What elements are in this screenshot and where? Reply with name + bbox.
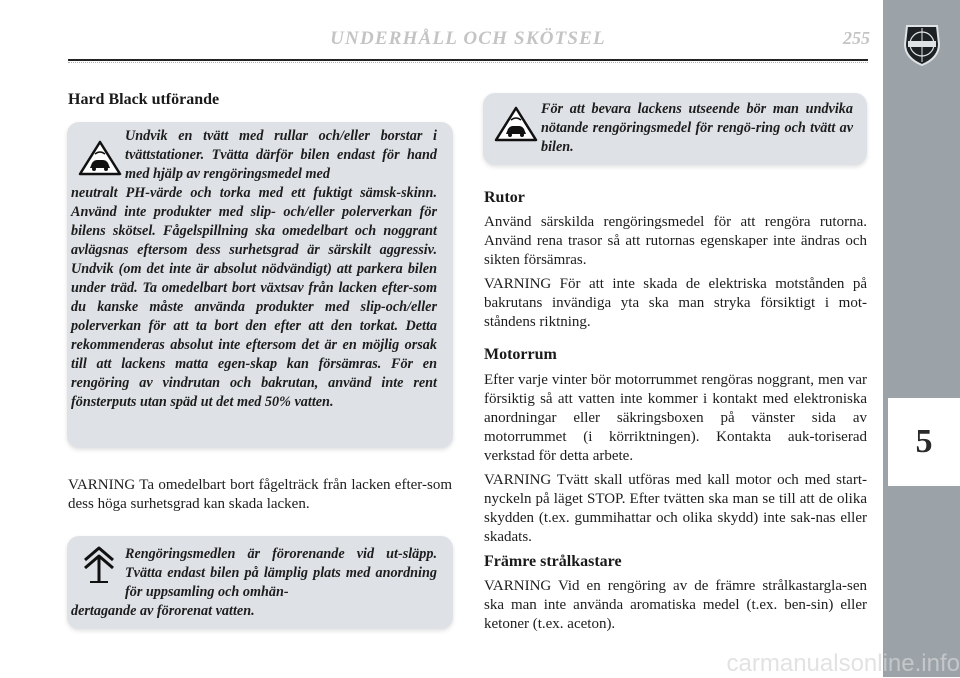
rutor-paragraph-2: VARNING För att inte skada de elektriska motstånden på bakrutans invändiga yta ska man stryka försiktigt i mot-ståndens riktning.: [484, 276, 867, 330]
warning-text-indented: Undvik en tvätt med rullar och/eller borstar i tvättstationer. Tvätta därför bilen endast för hand med hjälp av rengöringsmedel med: [125, 128, 437, 182]
varning-paragraph-bird-droppings: VARNING Ta omedelbart bort fågelträck från lacken efter-som dess höga surhetsgrad kan skada lacken.: [68, 477, 452, 512]
motorrum-body: [484, 371, 867, 547]
warning-box-text: [71, 127, 437, 412]
chapter-number: 5: [888, 398, 960, 486]
warning-box-abrasive-text: För att bevara lackens utseende bör man undvika nötande rengöringsmedel för rengö-ring och tvätt av bilen.: [541, 101, 853, 155]
section-heading-framre-stralkastare: Främre strålkastare: [484, 553, 622, 570]
rutor-paragraph-1: Använd särskilda rengöringsmedel för att rengöra rutorna. Använd rena trasor så att rutornas egenskaper inte ändras och sikten försämras.: [484, 214, 867, 268]
section-heading-motorrum: Motorrum: [484, 346, 557, 363]
section-heading-rutor: Rutor: [484, 189, 525, 206]
environment-text-full: dertagande av förorenat vatten.: [71, 603, 255, 619]
lancia-logo-icon: [899, 22, 945, 68]
framre-stralkastare-paragraph-1: VARNING Vid en rengöring av de främre strålkastargla-sen ska man inte använda aromatiska medel (t.ex. ben-sin) eller ketoner (t.ex. aceton).: [484, 578, 867, 632]
environment-box-text: [71, 545, 437, 621]
header-rule: [68, 59, 868, 61]
watermark-text: carmanualsonline.info: [726, 650, 960, 677]
page-header-title: UNDERHÅLL OCH SKÖTSEL: [330, 28, 606, 49]
rutor-body: [484, 213, 867, 332]
car-wash-warning-icon: [494, 106, 538, 142]
header-dotted-rule: [68, 62, 868, 63]
chapter-side-tab: [883, 0, 960, 677]
section-heading-hard-black: Hard Black utförande: [68, 91, 220, 108]
motorrum-paragraph-2: VARNING Tvätt skall utföras med kall motor och med start-nyckeln på läget STOP. Efter tvätten ska man se till att de olika skydden (t.ex. gummihattar och olika skydd) inte sak-nas eller skadats.: [484, 472, 867, 545]
framre-stralkastare-body: [484, 577, 867, 634]
page-number: 255: [843, 28, 870, 48]
environment-text-indented: Rengöringsmedlen är förorenande vid ut-släpp. Tvätta endast bilen på lämplig plats med anordning för uppsamling och omhän-: [125, 546, 437, 600]
warning-text-full: neutralt PH-värde och torka med ett fuktigt sämsk-skinn. Använd inte produkter med slip- och/eller polerverkan för bilens skötsel. Fågelspillning ska omedelbart och noggrant avlägsnas eftersom dess surhetsgrad är särskilt aggressiv. Undvik (om det inte är absolut nödvändigt) att parkera bilen under träd. Ta omedelbart bort växtsav från lacken efter-som du kanske måste använda produkter med slip-och/eller polerverkan för att ta bort den efter att den torkat. Detta rekommenderas absolut inte eftersom det är en möjlig orsak till att lackens matta egen-skap kan försämras. För en rengöring av vindrutan och bakrutan, använd inte rent fönsterputs utan späd ut det med 50% vatten.: [71, 185, 437, 410]
motorrum-paragraph-1: Efter varje vinter bör motorrummet rengöras noggrant, men var försiktig så att vatten inte kommer i kontakt med elektroniska anordningar eller säkringsboxen på vänster sida av motorrummet (i körriktningen). Kontakta auk-toriserad verkstad för detta arbete.: [484, 372, 867, 464]
